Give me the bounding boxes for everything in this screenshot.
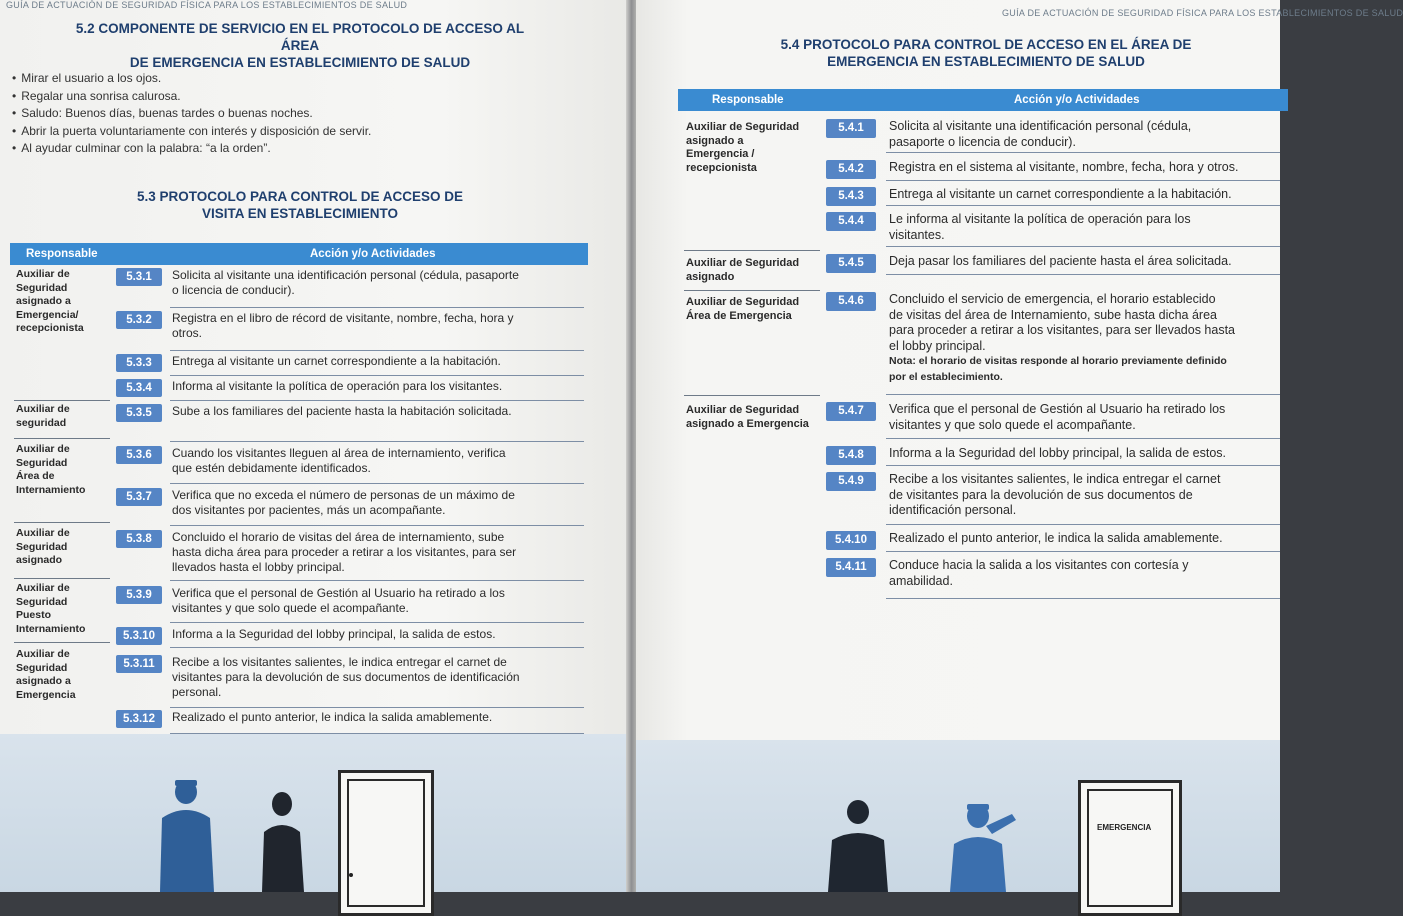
section-5-2-title-line: DE EMERGENCIA EN ESTABLECIMIENTO DE SALUD [129,55,471,70]
activity-text [889,472,1279,519]
column-header-responsable: Responsable [26,248,98,260]
row-divider [886,551,1280,552]
row-divider [886,394,1280,395]
row-divider [170,350,584,351]
responsable-cell [686,296,826,323]
activity-text [172,268,584,298]
activity-text-line: Verifica que el personal de Gestión al Usuario ha retirado los [889,402,1226,416]
activity-text-line: Sube a los familiares del paciente hasta la habitación solicitada. [172,404,512,418]
activity-text-line: Entrega al visitante un carnet correspondiente a la habitación. [172,354,501,368]
visitor-silhouettes-illustration [0,734,628,892]
row-divider [886,465,1280,466]
responsable-line: asignado a [16,675,71,687]
responsable-cell [16,443,112,497]
responsable-cell [16,268,112,336]
activity-text [889,160,1279,176]
section-5-2-title [60,20,540,71]
responsable-line: seguridad [16,416,67,429]
responsable-line: Auxiliar de Seguridad [686,296,800,308]
activity-text-line: Informa al visitante la política de operación para los visitantes. [172,379,503,393]
responsable-divider [684,395,820,396]
activity-text-line: Conduce hacia la salida a los visitantes con cortesía y [889,558,1189,572]
activity-text [889,292,1279,385]
responsable-divider [14,400,110,401]
section-5-4-title-line: 5.4 PROTOCOLO PARA CONTROL DE ACCESO EN EL ÁREA DE [780,37,1192,52]
responsable-line: asignado a [16,295,71,307]
responsable-cell [686,404,826,431]
activity-text-line: Solicita al visitante una identificación personal (cédula, [889,119,1192,133]
running-head-left: GUÍA DE ACTUACIÓN DE SEGURIDAD FÍSICA PARA LOS ESTABLECIMIENTOS DE SALUD [6,0,408,10]
bullet-item: • Saludo: Buenos días, buenas tardes o buenas noches. [12,105,371,123]
responsable-line: asignado [686,270,735,283]
activity-code-badge: 5.4.6 [826,292,876,311]
activity-text-line: hasta dicha área para proceder a retirar a los visitantes, para ser [172,545,517,559]
responsable-line: Área de Emergencia [686,309,792,322]
responsable-line: Seguridad [16,456,68,469]
activity-text-line: Le informa al visitante la política de operación para los [889,212,1191,226]
activity-code-badge: 5.4.9 [826,472,876,491]
right-page [636,0,1403,892]
activity-code-badge: 5.3.3 [116,354,162,372]
section-5-3-title-line: 5.3 PROTOCOLO PARA CONTROL DE ACCESO DE [136,189,464,204]
table-5-4-header [678,89,1288,111]
activity-text-line: Registra en el sistema al visitante, nombre, fecha, hora y otros. [889,160,1239,174]
column-header-accion: Acción y/o Actividades [1014,94,1140,106]
activity-code-badge: 5.4.7 [826,402,876,421]
emergency-silhouettes-illustration [636,740,1280,892]
bullet-item: • Abrir la puerta voluntariamente con interés y disposición de servir. [12,123,371,141]
responsable-line: Auxiliar de Seguridad [686,257,800,269]
responsable-line: Auxiliar de [16,527,70,539]
activity-text [172,311,584,341]
activity-text-line: que estén debidamente identificados. [172,461,371,475]
activity-text-line: Realizado el punto anterior, le indica la salida amablemente. [889,531,1223,545]
bullet-item: • Mirar el usuario a los ojos. [12,70,371,88]
guard-saluting-silhouette-icon [950,804,1016,892]
bullet-item: • Regalar una sonrisa calurosa. [12,88,371,106]
responsable-cell [686,257,826,284]
activity-text-line: Recibe a los visitantes salientes, le indica entregar el carnet [889,472,1221,486]
activity-text-line: para proceder a retirar a los visitantes, para ser llevados hasta [889,323,1236,337]
section-5-3-title [80,188,520,222]
section-5-2-title-line: 5.2 COMPONENTE DE SERVICIO EN EL PROTOCOLO DE ACCESO AL ÁREA [75,21,525,53]
activity-code-badge: 5.4.8 [826,446,876,465]
activity-text [889,402,1279,433]
activity-text [172,586,584,616]
activity-text-line: de visitantes para la devolución de sus documentos de [889,487,1193,502]
row-divider [886,438,1280,439]
row-divider [886,598,1280,599]
responsable-line: recepcionista [16,322,84,334]
row-divider [170,307,584,308]
activity-text [172,354,584,369]
activity-text-line: Concluido el servicio de emergencia, el horario establecido [889,292,1216,306]
activity-code-badge: 5.4.2 [826,160,876,179]
row-divider [886,205,1280,206]
activity-text [172,379,584,394]
section-5-4-title [756,36,1216,70]
responsable-line: Auxiliar de Seguridad [686,404,800,416]
activity-text-line: personal. [172,685,222,699]
activity-text-line: amabilidad. [889,573,953,588]
activity-code-badge: 5.4.1 [826,119,876,138]
activity-text [172,404,584,419]
responsable-line: Internamiento [16,622,86,635]
activity-code-badge: 5.3.12 [116,710,162,728]
responsable-line: Área de [16,470,55,482]
responsable-divider [14,522,110,523]
activity-code-badge: 5.3.9 [116,586,162,604]
row-divider [886,274,1280,275]
man-silhouette-icon [828,800,888,892]
activity-text [172,446,584,476]
activity-text [889,254,1279,270]
activity-text-line: pasaporte o licencia de conducir). [889,134,1076,149]
activity-code-badge: 5.3.1 [116,268,162,286]
emergency-door-illustration-icon [1078,780,1182,916]
responsable-line: Internamiento [16,483,86,496]
responsable-line: Auxiliar de [16,582,70,594]
activity-text-line: Recibe a los visitantes salientes, le indica entregar el carnet de [172,655,507,669]
responsable-line: asignado a [686,134,744,147]
responsable-divider [14,438,110,439]
responsable-line: recepcionista [686,161,757,174]
responsable-line: Auxiliar de Seguridad [686,121,800,133]
activity-text-line: dos visitantes por pacientes, más un acompañante. [172,503,446,517]
activity-text-line: llevados hasta el lobby principal. [172,560,345,574]
responsable-line: asignado [16,554,63,566]
activity-code-badge: 5.3.10 [116,627,162,645]
responsable-line: Auxiliar de [16,268,70,280]
guard-silhouette-icon [160,780,214,892]
activity-text-line: de visitas del área de Internamiento, sube hasta dicha área [889,307,1217,322]
door-label-emergencia: EMERGENCIA [1097,823,1152,832]
service-bullet-list [12,70,371,158]
responsable-line: Seguridad [16,661,68,674]
activity-code-badge: 5.3.6 [116,446,162,464]
row-divider [170,525,584,526]
activity-code-badge: 5.4.5 [826,254,876,273]
column-header-accion: Acción y/o Actividades [310,248,436,260]
activity-text-line: Verifica que no exceda el número de personas de un máximo de [172,488,515,502]
running-head-right: GUÍA DE ACTUACIÓN DE SEGURIDAD FÍSICA PARA LOS ESTABLECIMIENTOS DE SALUD [1002,8,1403,18]
activity-text-line: Deja pasar los familiares del paciente hasta el área solicitada. [889,254,1232,268]
responsable-line: asignado a Emergencia [686,417,809,430]
responsable-line: Emergencia / [686,148,755,160]
activity-text [172,530,584,575]
activity-code-badge: 5.3.5 [116,404,162,422]
responsable-cell [16,648,112,702]
bullet-item: • Al ayudar culminar con la palabra: “a la orden”. [12,140,371,158]
activity-code-badge: 5.3.8 [116,530,162,548]
responsable-line: Emergencia [16,688,76,701]
activity-text [889,446,1279,462]
activity-text-line: Cuando los visitantes lleguen al área de internamiento, verifica [172,446,506,460]
activity-text-line: Informa a la Seguridad del lobby principal, la salida de estos. [172,627,496,641]
activity-text-line: Informa a la Seguridad del lobby principal, la salida de estos. [889,446,1227,460]
row-divider [170,580,584,581]
activity-text [889,119,1279,150]
row-divider [170,483,584,484]
responsable-line: Seguridad [16,595,68,608]
section-5-4-title-line: EMERGENCIA EN ESTABLECIMIENTO DE SALUD [827,54,1145,69]
column-header-responsable: Responsable [712,94,784,106]
activity-code-badge: 5.4.3 [826,187,876,206]
responsable-line: Auxiliar de [16,403,70,415]
responsable-cell [686,121,826,175]
activity-text-line: identificación personal. [889,503,1017,517]
activity-text [889,558,1279,589]
activity-text-line: o licencia de conducir). [172,283,295,297]
responsable-cell [16,527,112,568]
responsable-line: Seguridad [16,540,68,553]
responsable-line: Emergencia/ [16,308,79,321]
responsable-line: Auxiliar de [16,443,70,455]
responsable-line: Auxiliar de [16,648,70,660]
responsable-cell [16,582,112,636]
row-divider [170,707,584,708]
activity-code-badge: 5.3.11 [116,655,162,673]
illustration-band-left [0,734,628,892]
activity-text-line: visitantes y que solo quede el acompañante. [172,601,409,615]
activity-text [172,627,584,642]
responsable-divider [14,578,110,579]
activity-text [889,187,1279,203]
activity-text-line: Registra en el libro de récord de visitante, nombre, fecha, hora y [172,311,514,325]
activity-code-badge: 5.4.4 [826,212,876,231]
responsable-line: Puesto [16,609,52,621]
activity-text-line: Solicita al visitante una identificación personal (cédula, pasaporte [172,268,519,282]
activity-text-line: el lobby principal. [889,338,986,353]
row-divider [886,246,1280,247]
activity-text-line: Entrega al visitante un carnet correspondiente a la habitación. [889,187,1232,201]
row-divider [170,647,584,648]
responsable-line: Seguridad [16,281,68,294]
activity-text-line: visitantes. [889,227,945,242]
table-5-3-header [10,243,588,265]
row-divider [886,524,1280,525]
activity-text-line: visitantes y que solo quede el acompañante. [889,417,1136,432]
activity-text-line: Concluido el horario de visitas del área de internamiento, sube [172,530,505,544]
responsable-divider [14,642,110,643]
activity-note-line: Nota: el horario de visitas responde al horario previamente definido [889,355,1227,367]
row-divider [170,441,584,442]
activity-text [172,710,584,725]
row-divider [886,180,1280,181]
activity-text [889,212,1279,243]
illustration-band-right [636,740,1280,892]
row-divider [170,375,584,376]
activity-text-line: visitantes para la devolución de sus documentos de identificación [172,670,520,684]
responsable-divider [684,250,820,251]
woman-silhouette-icon [262,792,304,892]
activity-code-badge: 5.4.11 [826,558,876,577]
activity-code-badge: 5.3.4 [116,379,162,397]
section-5-3-title-line: VISITA EN ESTABLECIMIENTO [201,206,398,221]
responsable-divider [684,290,820,291]
activity-note-line: por el establecimiento. [889,370,1003,383]
activity-text-line: Realizado el punto anterior, le indica la salida amablemente. [172,710,493,724]
activity-code-badge: 5.3.7 [116,488,162,506]
row-divider [170,400,584,401]
activity-text-line: Verifica que el personal de Gestión al Usuario ha retirado a los [172,586,505,600]
row-divider [170,622,584,623]
responsable-cell [16,403,112,430]
activity-text [172,655,584,700]
activity-text [172,488,584,518]
activity-text-line: otros. [172,326,203,340]
activity-code-badge: 5.3.2 [116,311,162,329]
door-illustration-icon [338,770,434,916]
row-divider [886,152,1280,153]
left-page [0,0,628,892]
activity-code-badge: 5.4.10 [826,531,876,550]
activity-text [889,531,1279,547]
